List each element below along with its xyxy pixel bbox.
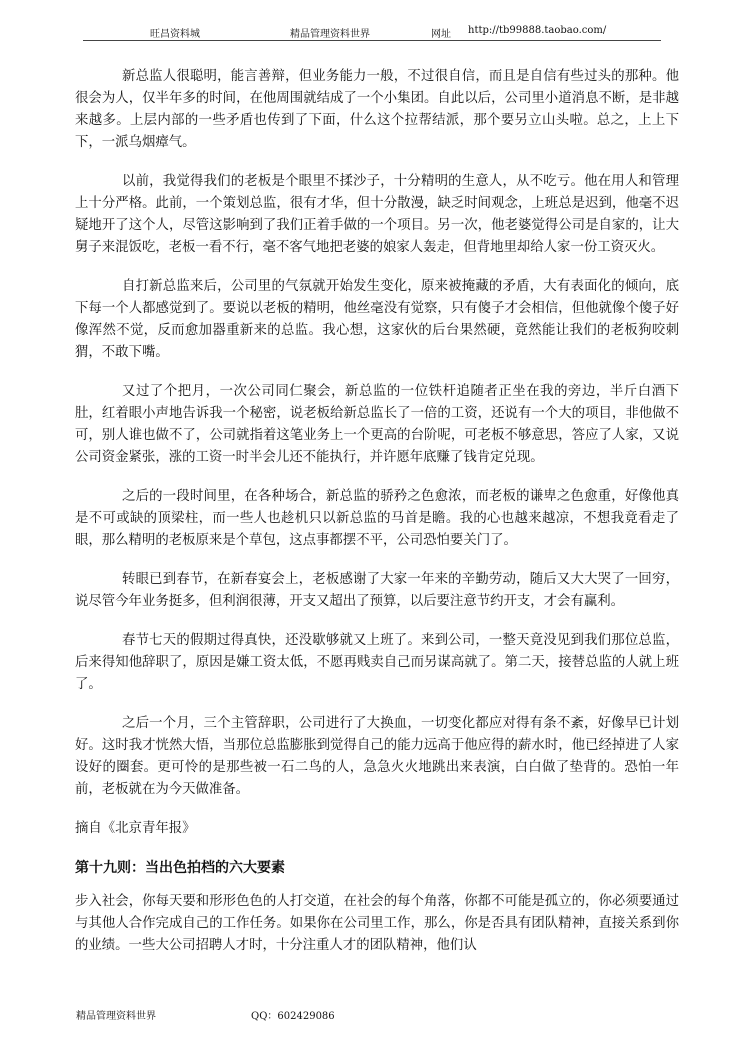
page-footer [76, 1007, 666, 1023]
paragraph: 春节七天的假期过得真快，还没歇够就又上班了。来到公司，一整天竟没见到我们那位总监，后来得知他辞职了，原因是嫌工资太低，不愿再贱卖自己而另谋高就了。第二天，接替总监的人就上班了。 [75, 633, 679, 692]
paragraph: 之后一个月，三个主管辞职，公司进行了大换血，一切变化都应对得有条不紊，好像早已计划好。这时我才恍然大悟，当那位总监膨胀到觉得自己的能力远高于他应得的薪水时，他已经掉进了人家设好的圈套。更可怜的是那些被一石二鸟的人，急急火火地跳出来表演，白白做了垫背的。恐怕一年前，老板就在为今天做准备。 [75, 716, 679, 797]
header-world: 精品管理资料世界 [290, 29, 370, 40]
footer-world: 精品管理资料世界 [76, 1011, 156, 1022]
paragraph: 自打新总监来后，公司里的气氛就开始发生变化，原来被掩藏的矛盾，大有表面化的倾向，底下每一个人都感觉到了。要说以老板的精明，他丝毫没有觉察，只有傻子才会相信，但他就像个傻子好像浑然不觉，反而愈加器重新来的总监。我心想，这家伙的后台果然硬，竟然能让我们的老板狗咬刺猬，不敢下嘴。 [75, 279, 679, 360]
paragraph: 又过了个把月，一次公司同仁聚会，新总监的一位铁杆追随者正坐在我的旁边，半斤白酒下肚，红着眼小声地告诉我一个秘密，说老板给新总监长了一倍的工资，还说有一个大的项目，非他做不可，别人谁也做不了，公司就指着这笔业务上一个更高的台阶呢，可老板不够意思，答应了人家，又说公司资金紧张，涨的工资一时半会儿还不能执行，并许愿年底赚了钱肯定兑现。 [75, 384, 679, 465]
paragraph: 转眼已到春节，在新春宴会上，老板感谢了大家一年来的辛勤劳动，随后又大大哭了一回穷，说尽管今年业务挺多，但利润很薄，开支又超出了预算，以后要注意节约开支，才会有赢利。 [75, 572, 679, 609]
page-header [83, 20, 661, 41]
source-line: 摘自《北京青年报》 [75, 821, 196, 836]
paragraph: 新总监人很聪明，能言善辩，但业务能力一般，不过很自信，而且是自信有些过头的那种。他很会为人，仅半年多的时间，在他周围就结成了一个小集团。自此以后，公司里小道消息不断，是非越来越多。上层内部的一些矛盾也传到了下面，什么这个拉帮结派，那个要另立山头啦。总之，上上下下，一派乌烟瘴气。 [75, 69, 679, 150]
header-url[interactable]: http://tb99888.taobao.com/ [468, 25, 607, 36]
section-paragraph: 步入社会，你每天要和形形色色的人打交道，在社会的每个角落，你都不可能是孤立的，你必须要通过与其他人合作完成自己的工作任务。如果你在公司里工作，那么，你是否具有团队精神，直接关系到你的业绩。一些大公司招聘人才时，十分注重人才的团队精神，他们认 [75, 894, 679, 953]
header-site-name: 旺昌资料城 [150, 29, 200, 40]
paragraph: 之后的一段时间里，在各种场合，新总监的骄矜之色愈浓，而老板的谦卑之色愈重，好像他真是不可或缺的顶梁柱，而一些人也趁机只以新总监的马首是瞻。我的心也越来越凉，不想我竟看走了眼，那么精明的老板原来是个草包，这点事都摆不平，公司恐怕要关门了。 [75, 489, 679, 548]
footer-qq: QQ：602429086 [251, 1011, 335, 1022]
document-body [75, 66, 679, 974]
paragraph: 以前，我觉得我们的老板是个眼里不揉沙子，十分精明的生意人，从不吃亏。他在用人和管理上十分严格。此前，一个策划总监，很有才华，但十分散漫，缺乏时间观念，上班总是迟到，他毫不迟疑地开了这个人，尽管这影响到了我们正着手做的一个项目。另一次，他老婆觉得公司是自家的，让大舅子来混饭吃，老板一看不行，毫不客气地把老婆的娘家人轰走，但背地里却给人家一份工资灭火。 [75, 174, 679, 255]
section-title: 第十九则：当出色拍档的六大要素 [75, 860, 285, 876]
header-url-label: 网址 [431, 29, 451, 40]
